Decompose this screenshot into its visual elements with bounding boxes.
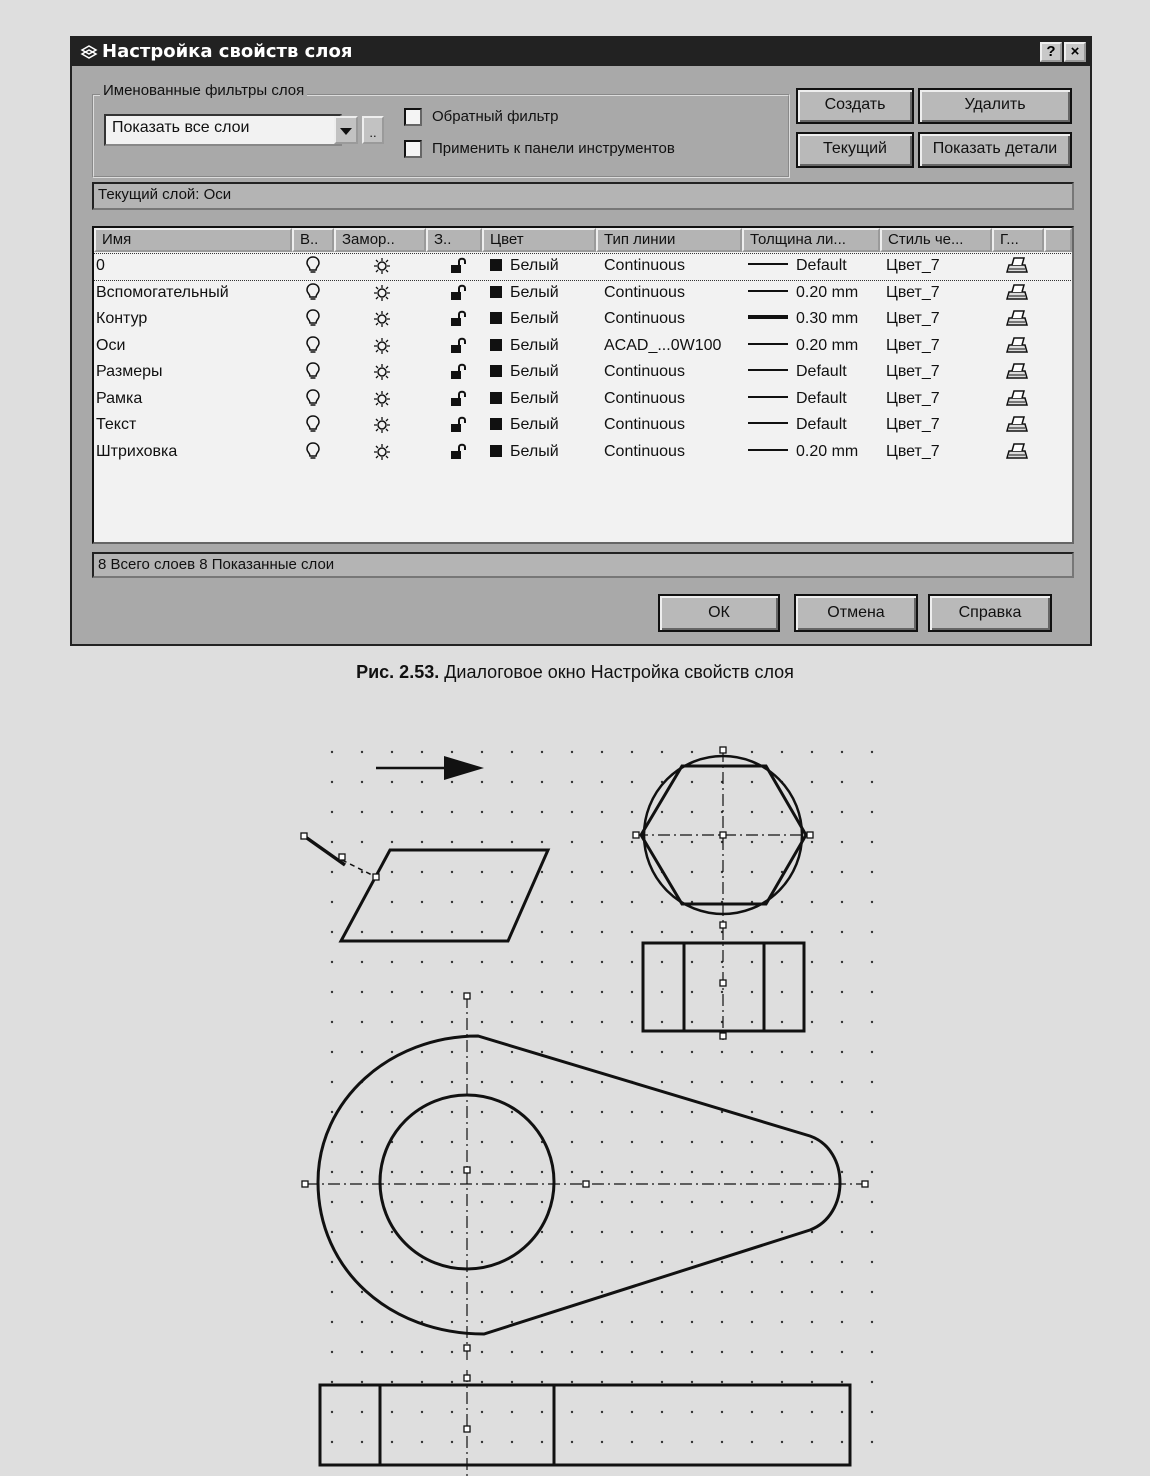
printer-icon[interactable] — [1006, 442, 1028, 467]
grip-icon — [464, 993, 470, 999]
layer-color[interactable] — [490, 363, 559, 381]
layer-row[interactable] — [94, 440, 1072, 466]
technical-drawing — [0, 690, 1150, 1476]
layer-color-label: Белый — [510, 442, 559, 460]
lightbulb-icon[interactable] — [306, 336, 320, 359]
apply-toolbar-checkbox[interactable] — [404, 140, 422, 158]
lineweight-sample — [748, 263, 788, 265]
delete-button[interactable]: Удалить — [918, 88, 1072, 124]
layer-lineweight[interactable] — [748, 284, 858, 302]
grip-icon — [807, 832, 813, 838]
column-header-filler — [1044, 228, 1072, 252]
lineweight-sample — [748, 422, 788, 424]
lock-icon[interactable] — [450, 309, 468, 332]
lock-icon[interactable] — [450, 442, 468, 465]
caption-text: Диалоговое окно Настройка свойств слоя — [439, 662, 794, 682]
grip-icon — [720, 980, 726, 986]
ok-button[interactable]: ОК — [658, 594, 780, 632]
grip-icon — [301, 833, 307, 839]
layer-color-label: Белый — [510, 257, 559, 274]
grip-icon — [862, 1181, 868, 1187]
grip-icon — [720, 832, 726, 838]
column-header-lock[interactable]: З.. — [426, 228, 482, 252]
printer-icon[interactable] — [1006, 309, 1028, 334]
layer-lineweight[interactable] — [748, 416, 847, 434]
lightbulb-icon[interactable] — [306, 256, 320, 279]
layer-row[interactable] — [94, 254, 1072, 280]
grip-icon — [720, 747, 726, 753]
column-header-color[interactable]: Цвет — [482, 228, 596, 252]
lock-icon[interactable] — [450, 283, 468, 306]
show-details-button[interactable]: Показать детали — [918, 132, 1072, 168]
layer-list[interactable] — [92, 226, 1074, 544]
sun-freeze-icon[interactable] — [374, 364, 390, 385]
layer-row[interactable] — [94, 387, 1072, 413]
lineweight-sample — [748, 315, 788, 319]
layer-lineweight[interactable] — [748, 337, 858, 355]
lineweight-sample — [748, 369, 788, 371]
layer-linetype[interactable]: Continuous — [604, 416, 685, 433]
cancel-button[interactable]: Отмена — [794, 594, 918, 632]
layer-linetype[interactable]: Continuous — [604, 442, 685, 460]
grip-icon — [583, 1181, 589, 1187]
layer-linetype[interactable]: Continuous — [604, 283, 685, 301]
lightbulb-icon[interactable] — [306, 389, 320, 412]
close-button[interactable]: × — [1064, 42, 1086, 62]
color-swatch — [490, 339, 502, 351]
layer-plotstyle[interactable]: Цвет_7 — [886, 310, 940, 327]
layer-lineweight[interactable] — [748, 310, 858, 328]
title-bar[interactable] — [72, 38, 1090, 66]
help-button[interactable]: Справка — [928, 594, 1052, 632]
color-swatch — [490, 312, 502, 324]
grip-icon — [633, 832, 639, 838]
column-header-name[interactable]: Имя — [94, 228, 292, 252]
layer-row[interactable] — [94, 334, 1072, 360]
column-header-plotstyle[interactable]: Стиль че... — [880, 228, 992, 252]
layer-plotstyle[interactable]: Цвет_7 — [886, 336, 940, 354]
invert-filter-checkbox[interactable] — [404, 108, 422, 126]
printer-icon[interactable] — [1006, 389, 1028, 414]
grip-icon — [373, 874, 379, 880]
grip-icon — [720, 922, 726, 928]
sun-freeze-icon[interactable] — [374, 417, 390, 438]
grip-icon — [464, 1167, 470, 1173]
column-header-lineweight[interactable]: Толщина ли... — [742, 228, 880, 252]
lock-icon[interactable] — [450, 415, 468, 438]
layer-lineweight-label: 0.20 mm — [796, 283, 859, 301]
layer-name: Рамка — [96, 389, 143, 407]
column-header-plot[interactable]: Г... — [992, 228, 1044, 252]
color-swatch — [490, 445, 502, 457]
grip-icon — [464, 1345, 470, 1351]
layer-name: Размеры — [96, 363, 163, 380]
layer-color-label: Белый — [510, 363, 559, 380]
layer-row[interactable] — [94, 413, 1072, 439]
sun-freeze-icon[interactable] — [374, 285, 390, 306]
layer-lineweight-label: 0.20 mm — [796, 442, 859, 460]
filter-select[interactable]: Показать все слои — [104, 114, 342, 146]
color-swatch — [490, 286, 502, 298]
layer-filters-legend: Именованные фильтры слоя — [100, 82, 307, 99]
color-swatch — [490, 259, 502, 271]
layer-row[interactable] — [94, 360, 1072, 386]
layer-color-label: Белый — [510, 283, 559, 301]
current-layer-bar: Текущий слой: Оси — [92, 182, 1074, 210]
lock-icon[interactable] — [450, 362, 468, 385]
sun-freeze-icon[interactable] — [374, 258, 390, 279]
layer-plotstyle[interactable]: Цвет_7 — [886, 283, 940, 301]
layer-name: 0 — [96, 257, 105, 274]
layer-color-label: Белый — [510, 336, 559, 354]
lineweight-sample — [748, 449, 788, 451]
layer-row[interactable] — [94, 307, 1072, 333]
figure-caption — [0, 662, 1150, 683]
layer-color[interactable] — [490, 443, 559, 461]
layer-color-label: Белый — [510, 416, 559, 433]
layer-color[interactable] — [490, 284, 559, 302]
sun-freeze-icon[interactable] — [374, 391, 390, 412]
sun-freeze-icon[interactable] — [374, 444, 390, 465]
layer-plotstyle[interactable]: Цвет_7 — [886, 363, 940, 380]
layer-plotstyle[interactable]: Цвет_7 — [886, 389, 940, 407]
grip-icon — [302, 1181, 308, 1187]
layer-color[interactable] — [490, 390, 559, 408]
layer-name: Штриховка — [96, 442, 178, 460]
chevron-down-icon — [336, 118, 356, 142]
layer-name: Вспомогательный — [96, 283, 229, 301]
printer-icon[interactable] — [1006, 362, 1028, 387]
layer-plotstyle[interactable]: Цвет_7 — [886, 416, 940, 433]
printer-icon[interactable] — [1006, 283, 1028, 308]
grip-icon — [720, 1033, 726, 1039]
layer-lineweight[interactable] — [748, 390, 847, 408]
filter-more-button[interactable]: .. — [362, 116, 384, 144]
current-button[interactable]: Текущий — [796, 132, 914, 168]
create-button[interactable]: Создать — [796, 88, 914, 124]
layer-color-label: Белый — [510, 310, 559, 327]
layer-linetype[interactable]: Continuous — [604, 310, 685, 327]
grip-icon — [464, 1375, 470, 1381]
lock-icon[interactable] — [450, 389, 468, 412]
grip-icon — [339, 854, 345, 860]
lineweight-sample — [748, 396, 788, 398]
invert-filter-label: Обратный фильтр — [432, 108, 559, 125]
layer-properties-dialog — [70, 36, 1092, 646]
layer-lineweight-label: Default — [796, 389, 847, 407]
layer-lineweight[interactable] — [748, 443, 858, 461]
help-title-button[interactable]: ? — [1040, 42, 1062, 62]
layer-name: Контур — [96, 310, 148, 327]
column-header-linetype[interactable]: Тип линии — [596, 228, 742, 252]
lightbulb-icon[interactable] — [306, 415, 320, 438]
layer-lineweight[interactable] — [748, 257, 847, 275]
filter-dropdown-button[interactable] — [334, 116, 358, 144]
lineweight-sample — [748, 290, 788, 292]
column-header-on[interactable]: В.. — [292, 228, 334, 252]
lineweight-sample — [748, 343, 788, 345]
status-bar: 8 Всего слоев 8 Показанные слои — [92, 552, 1074, 578]
grip-icon — [464, 1426, 470, 1432]
layer-lineweight-label: Default — [796, 363, 847, 380]
sun-freeze-icon[interactable] — [374, 338, 390, 359]
layer-plotstyle[interactable]: Цвет_7 — [886, 257, 940, 274]
layer-name: Оси — [96, 336, 126, 354]
layer-color-label: Белый — [510, 389, 559, 407]
layer-color[interactable] — [490, 337, 559, 355]
lock-icon[interactable] — [450, 256, 468, 279]
layers-icon — [80, 43, 98, 61]
layer-name: Текст — [96, 416, 137, 433]
lightbulb-icon[interactable] — [306, 362, 320, 385]
lightbulb-icon[interactable] — [306, 442, 320, 465]
color-swatch — [490, 418, 502, 430]
layer-color[interactable] — [490, 416, 559, 434]
layer-lineweight-label: Default — [796, 257, 847, 274]
printer-icon[interactable] — [1006, 336, 1028, 361]
layer-lineweight-label: 0.30 mm — [796, 310, 859, 327]
layer-lineweight-label: 0.20 mm — [796, 336, 859, 354]
column-header-freeze[interactable]: Замор.. — [334, 228, 426, 252]
layer-color[interactable] — [490, 257, 559, 275]
layer-lineweight[interactable] — [748, 363, 847, 381]
layer-linetype[interactable]: Continuous — [604, 389, 685, 407]
layer-plotstyle[interactable]: Цвет_7 — [886, 442, 940, 460]
caption-number: Рис. 2.53. — [356, 662, 440, 682]
dialog-title: Настройка свойств слоя — [102, 41, 353, 62]
layer-linetype[interactable]: Continuous — [604, 363, 685, 380]
layer-row[interactable] — [94, 281, 1072, 307]
layer-linetype[interactable]: Continuous — [604, 257, 685, 274]
color-swatch — [490, 365, 502, 377]
lightbulb-icon[interactable] — [306, 283, 320, 306]
sun-freeze-icon[interactable] — [374, 311, 390, 332]
layer-linetype[interactable]: ACAD_...0W100 — [604, 336, 722, 354]
apply-toolbar-label: Применить к панели инструментов — [432, 140, 675, 157]
printer-icon[interactable] — [1006, 256, 1028, 281]
printer-icon[interactable] — [1006, 415, 1028, 440]
color-swatch — [490, 392, 502, 404]
lock-icon[interactable] — [450, 336, 468, 359]
lightbulb-icon[interactable] — [306, 309, 320, 332]
layer-color[interactable] — [490, 310, 559, 328]
layer-lineweight-label: Default — [796, 416, 847, 433]
